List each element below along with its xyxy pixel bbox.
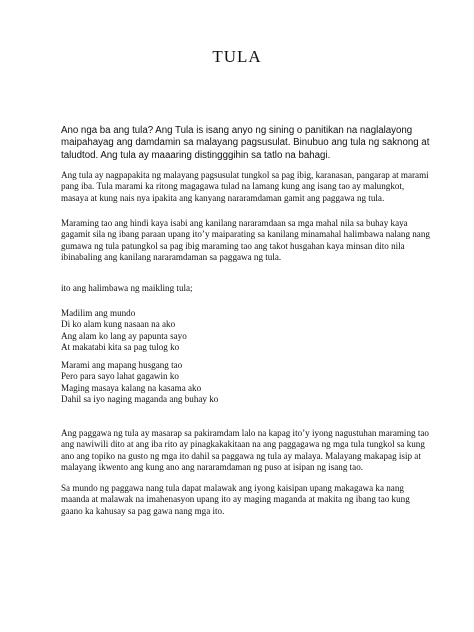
poem-line: Pero para sayo lahat gagawin ko <box>61 371 179 382</box>
poem-line: Ang alam ko lang ay papunta sayo <box>61 330 187 341</box>
body-paragraph-4: Ang paggawa ng tula ay masarap sa pakiramdam lalo na kapag ito’y iyong nagustuhan maraming tao ang nawiwili dito at ang iba rito ay pinagkakakitaan na ang paggagawa ng mga tula tungkol sa kung ano ang topiko na gusto ng mga ito dahil sa paggawa ng tula ay malaya. Malayang makapag isip at malayang ikwento ang kung ano ang nararamdaman ng puso at isipan ng isang tao. <box>61 428 429 472</box>
poem-stanza-1 <box>61 308 361 354</box>
poem-line: Dahil sa iyo naging maganda ang buhay ko <box>61 394 219 405</box>
intro-paragraph: Ano nga ba ang tula? Ang Tula is isang anyo ng sining o panitikan na naglalayong maipahayag ang damdamin sa malayang pagsusulat. Binubuo ang tula ng saknong at taludtod. Ang tula ay maaaring distingggihin sa tatlo na bahagi. <box>61 125 430 161</box>
body-paragraph-2: Maraming tao ang hindi kaya isabi ang kanilang nararamdaan sa mga mahal nila sa buhay kaya gagamit sila ng ibang paraan upang ito’y maiparating sa kanilang minamahal halimbawa nalang nang gumawa ng tula patungkol sa pag ibig maraming tao ang takot husgahan kaya minsan dito nila ibinabaling ang kanilang nararamdaman sa paggawa ng tula. <box>61 218 430 262</box>
poem-stanza-2 <box>61 360 361 406</box>
body-paragraph-5: Sa mundo ng paggawa nang tula dapat malawak ang iyong kaisipan upang makagawa ka nang maanda at malawak na imahenasyon upang ito ay maging maganda at makita ng ibang tao kung gaano ka kahusay sa pag gawa nang mga ito. <box>61 483 410 516</box>
poem-intro-line: ito ang halimbawa ng maikling tula; <box>61 283 193 293</box>
poem-line: Madilim ang mundo <box>61 308 136 318</box>
document-title: TULA <box>212 47 262 66</box>
poem-line: Di ko alam kung nasaan na ako <box>61 319 176 330</box>
body-paragraph-1: Ang tula ay nagpapakita ng malayang pagsusulat tungkol sa pag ibig, karanasan, pangarap at marami pang iba. Tula marami ka ritong magagawa tulad na lamang kung ang isang tao ay malungkot, masaya at kung nais nya ipakita ang kanyang nararamdaman gamit ang paggawa ng tula. <box>61 170 429 203</box>
poem-line: At makatabi kita sa pag tulog ko <box>61 342 180 353</box>
poem-line: Maging masaya kalang na kasama ako <box>61 382 202 393</box>
poem-line: Marami ang mapang husgang tao <box>61 360 183 370</box>
